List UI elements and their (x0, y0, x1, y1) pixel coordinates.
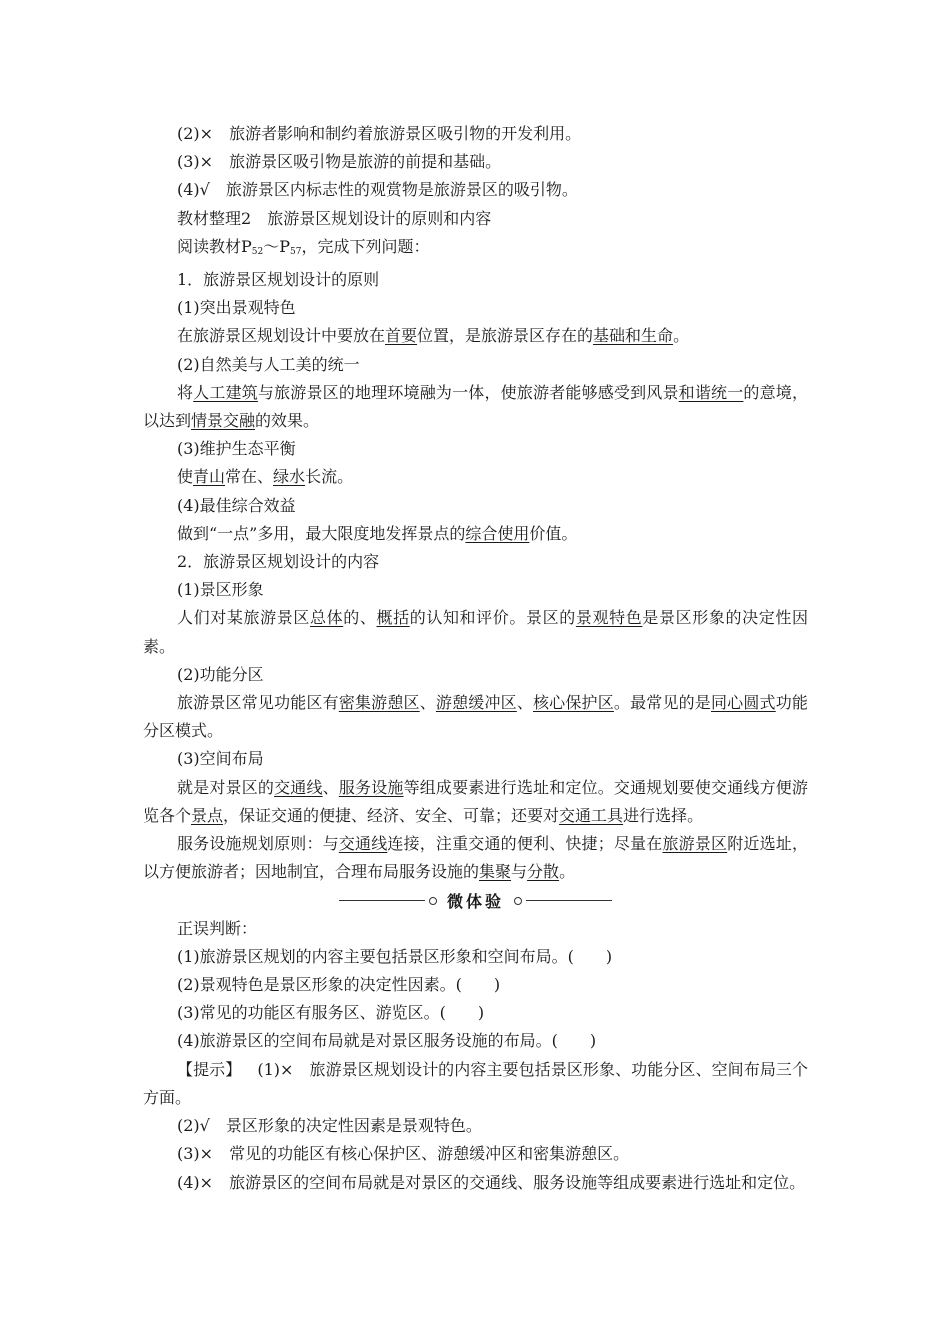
judgment-item: (4)√ 旅游景区内标志性的观赏物是旅游景区的吸引物。 (177, 180, 578, 200)
divider-dot-icon (514, 897, 522, 905)
content-title: (1)景区形象 (177, 580, 264, 600)
hint-item: (2)√ 景区形象的决定性因素是景观特色。 (177, 1116, 482, 1136)
exercise-item: (4)旅游景区的空间布局就是对景区服务设施的布局。( ) (177, 1031, 597, 1051)
principle-text: 将人工建筑与旅游景区的地理环境融为一体，使旅游者能够感受到风景和谐统一的意境，以达到情景交融的效果。 (143, 382, 808, 431)
divider-title: 微体验 (446, 892, 504, 912)
hint-label: 【提示】 (177, 1059, 242, 1079)
principle-text: 在旅游景区规划设计中要放在首要位置，是旅游景区存在的基础和生命。 (177, 326, 690, 346)
principle-text: 做到“一点”多用，最大限度地发挥景点的综合使用价值。 (177, 523, 578, 543)
reading-instruction: 阅读教材$P_{52}\sim P_{57}$，完成下列问题： (177, 236, 430, 257)
principle-title: (1)突出景观特色 (177, 298, 296, 318)
hint-item: (4)× 旅游景区的空间布局就是对景区的交通线、服务设施等组成要素进行选址和定位。 (177, 1172, 806, 1192)
hint-paragraph: 【提示】 (1)× 旅游景区规划设计的内容主要包括景区形象、功能分区、空间布局三个方面。 (143, 1059, 808, 1107)
content-text: 旅游景区常见功能区有密集游憩区、游憩缓冲区、核心保护区。最常见的是同心圆式功能分区模式。 (143, 693, 808, 741)
principles-heading: 1．旅游景区规划设计的原则 (177, 270, 380, 290)
section-divider (143, 886, 808, 914)
divider-dot-icon (429, 897, 437, 905)
divider-rule (526, 900, 612, 901)
principle-title: (2)自然美与人工美的统一 (177, 354, 360, 374)
principle-text: 使青山常在、绿水长流。 (177, 467, 354, 487)
hint-item: (3)× 常见的功能区有核心保护区、游憩缓冲区和密集游憩区。 (177, 1144, 630, 1164)
section-heading: 教材整理2 旅游景区规划设计的原则和内容 (177, 208, 492, 228)
content-text: 人们对某旅游景区总体的、概括的认知和评价。景区的景观特色是景区形象的决定性因素。 (143, 608, 808, 656)
contents-heading: 2．旅游景区规划设计的内容 (177, 552, 380, 572)
exercise-item: (1)旅游景区规划的内容主要包括景区形象和空间布局。( ) (177, 946, 613, 966)
principle-title: (3)维护生态平衡 (177, 439, 296, 459)
judgment-item: (2)× 旅游者影响和制约着旅游景区吸引物的开发利用。 (177, 124, 582, 143)
content-text: 服务设施规划原则：与交通线连接，注重交通的便利、快捷；尽量在旅游景区附近选址，以方便旅游者；因地制宜，合理布局服务设施的集聚与分散。 (143, 834, 808, 882)
exercise-item: (3)常见的功能区有服务区、游览区。( ) (177, 1003, 485, 1023)
content-title: (3)空间布局 (177, 749, 264, 769)
content-text: 就是对景区的交通线、服务设施等组成要素进行选址和定位。交通规划要使交通线方便游览各个景点，保证交通的便捷、经济、安全、可靠；还要对交通工具进行选择。 (143, 777, 808, 825)
page-content (143, 120, 808, 1197)
judgment-item: (3)× 旅游景区吸引物是旅游的前提和基础。 (177, 152, 502, 172)
content-title: (2)功能分区 (177, 664, 264, 684)
exercise-item: (2)景观特色是景区形象的决定性因素。( ) (177, 975, 501, 995)
exercise-intro: 正误判断： (177, 918, 258, 938)
divider-rule (339, 900, 425, 901)
principle-title: (4)最佳综合效益 (177, 495, 296, 515)
